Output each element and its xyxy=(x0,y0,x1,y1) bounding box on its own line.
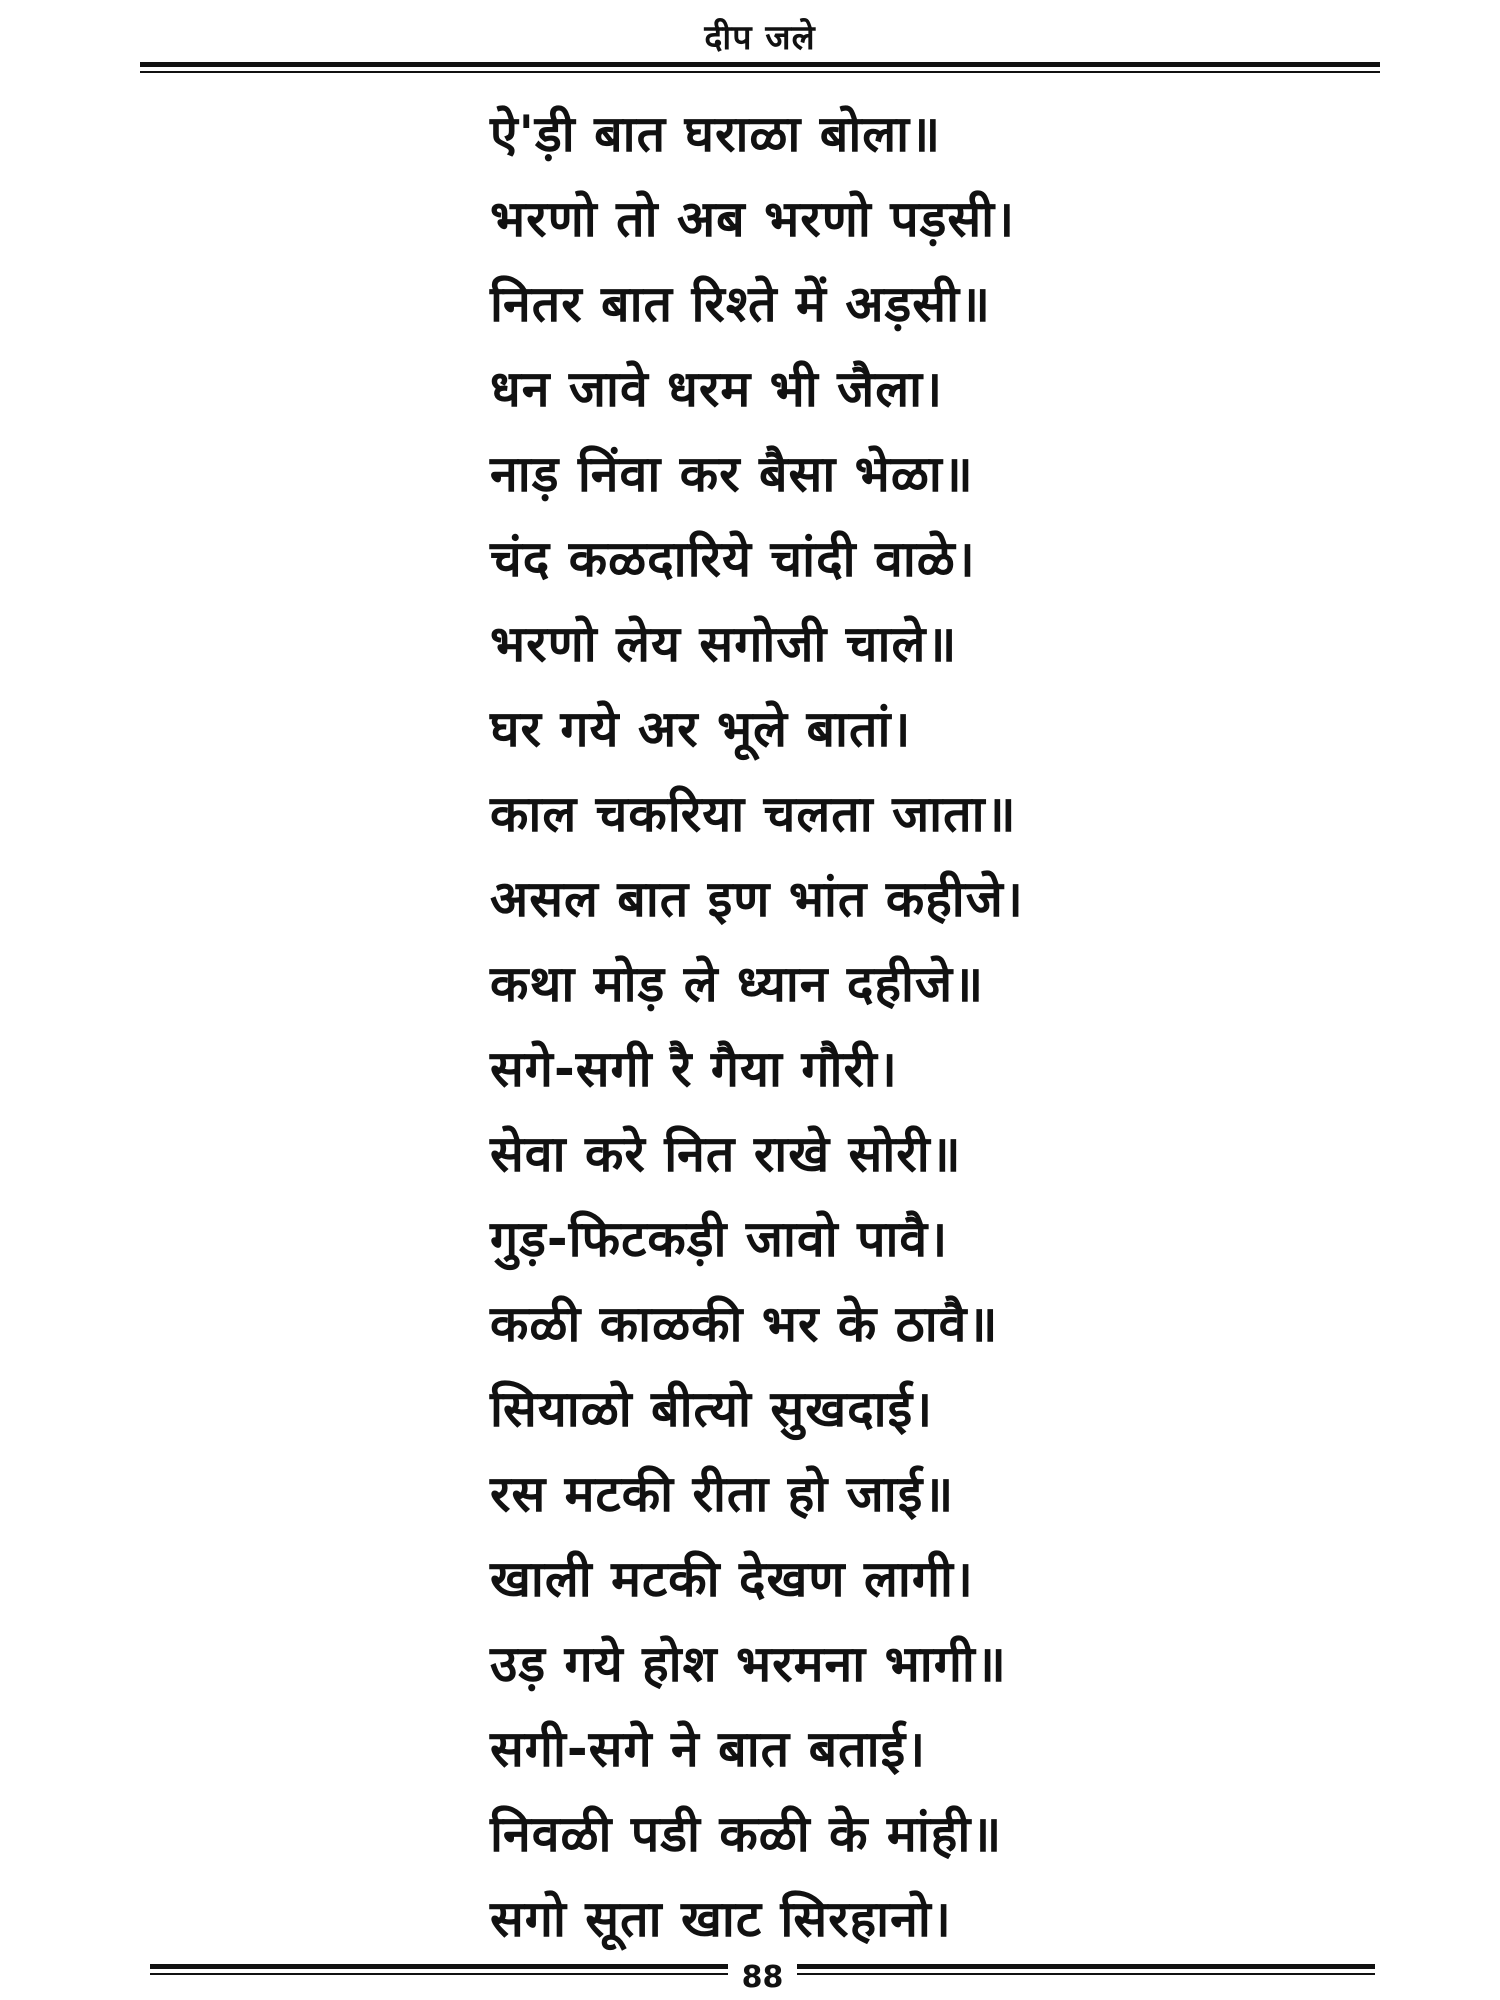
verse-line: चंद कळदारिये चांदी वाळे। xyxy=(490,530,976,588)
verse-line: ऐ'ड़ी बात घराळा बोला॥ xyxy=(490,105,942,163)
verse-line: रस मटकी रीता हो जाई॥ xyxy=(490,1465,955,1523)
verse-line: कळी काळकी भर के ठावै॥ xyxy=(490,1295,999,1353)
verse-block xyxy=(490,92,1090,1962)
verse-line: निवळी पडी कळी के मांही॥ xyxy=(490,1805,1003,1863)
header-rule-thick xyxy=(140,62,1380,67)
verse-line: घर गये अर भूले बातां। xyxy=(490,700,912,758)
running-header xyxy=(140,18,1380,78)
verse-line: सगी-सगे ने बात बताई। xyxy=(490,1720,927,1778)
verse-line: सेवा करे नित राखे सोरी॥ xyxy=(490,1125,962,1183)
page-footer xyxy=(150,1960,1375,1996)
verse-line: खाली मटकी देखण लागी। xyxy=(490,1550,974,1608)
verse-line: धन जावे धरम भी जैला। xyxy=(490,360,944,418)
verse-line: सगे-सगी रै गैया गौरी। xyxy=(490,1040,898,1098)
verse-line: सगो सूता खाट सिरहानो। xyxy=(490,1890,952,1948)
header-rule-thin xyxy=(140,71,1380,73)
page-number: 88 xyxy=(150,1960,1375,1996)
verse-line: भरणो तो अब भरणो पड़सी। xyxy=(490,190,1016,248)
verse-line: नाड़ निंवा कर बैसा भेळा॥ xyxy=(490,445,974,503)
verse-line: असल बात इण भांत कहीजे। xyxy=(490,870,1024,928)
verse-line: गुड़-फिटकड़ी जावो पावै। xyxy=(490,1210,949,1268)
verse-line: भरणो लेय सगोजी चाले॥ xyxy=(490,615,958,673)
verse-line: कथा मोड़ ले ध्यान दहीजे॥ xyxy=(490,955,985,1013)
verse-line: सियाळो बीत्यो सुखदाई। xyxy=(490,1380,934,1438)
verse-line: नितर बात रिश्ते में अड़सी॥ xyxy=(490,275,991,333)
verse-line: काल चकरिया चलता जाता॥ xyxy=(490,785,1017,843)
verse-line: उड़ गये होश भरमना भागी॥ xyxy=(490,1635,1007,1693)
book-title: दीप जले xyxy=(140,18,1380,58)
